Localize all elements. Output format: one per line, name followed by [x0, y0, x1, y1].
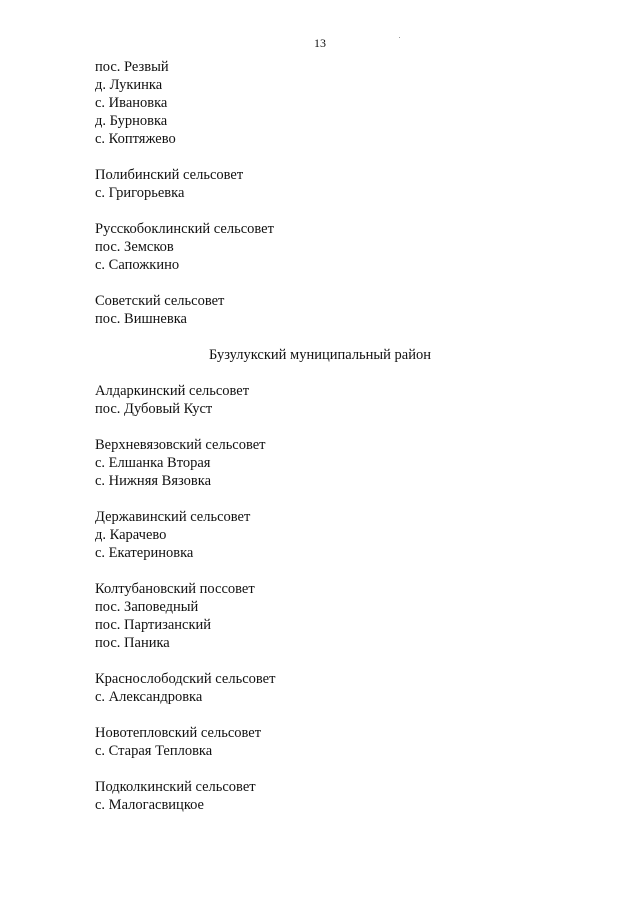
- settlement-name: д. Лукинка: [95, 77, 163, 93]
- settlement-name: с. Старая Тепловка: [95, 743, 213, 759]
- settlement-name: с. Ивановка: [95, 95, 168, 111]
- council-group: [95, 166, 555, 202]
- settlement-name: пос. Вишневка: [95, 311, 187, 327]
- settlement-name: пос. Паника: [95, 635, 170, 651]
- settlement-name: с. Григорьевка: [95, 185, 185, 201]
- council-group: [95, 508, 555, 562]
- council-group: [95, 292, 555, 328]
- settlement-name: пос. Дубовый Куст: [95, 401, 213, 417]
- council-name: Советский сельсовет: [95, 293, 225, 309]
- council-group: [95, 382, 555, 418]
- scan-speck: [399, 37, 400, 38]
- settlement-name: пос. Партизанский: [95, 617, 212, 633]
- settlement-name: пос. Резвый: [95, 59, 169, 75]
- settlement-name: с. Малогасвицкое: [95, 797, 204, 813]
- council-group: [95, 670, 555, 706]
- council-name: Краснослободский сельсовет: [95, 671, 276, 687]
- council-group: [95, 436, 555, 490]
- page-number: 13: [314, 36, 326, 50]
- council-name: Колтубановский поссовет: [95, 581, 255, 597]
- council-name: Полибинский сельсовет: [95, 167, 244, 183]
- council-name: Державинский сельсовет: [95, 509, 251, 525]
- settlement-name: с. Сапожкино: [95, 257, 180, 273]
- settlement-name: д. Карачево: [95, 527, 167, 543]
- settlement-name: пос. Земсков: [95, 239, 174, 255]
- council-group: [95, 580, 555, 652]
- council-name: Русскобоклинский сельсовет: [95, 221, 274, 237]
- settlement-name: с. Александровка: [95, 689, 203, 705]
- council-name: Верхневязовский сельсовет: [95, 437, 266, 453]
- council-group: [95, 220, 555, 274]
- settlement-name: д. Бурновка: [95, 113, 168, 129]
- continued-settlement-list: [95, 58, 555, 148]
- council-name: Подколкинский сельсовет: [95, 779, 256, 795]
- settlement-name: с. Нижняя Вязовка: [95, 473, 211, 489]
- council-name: Новотепловский сельсовет: [95, 725, 262, 741]
- council-group: [95, 778, 555, 814]
- settlement-name: пос. Заповедный: [95, 599, 199, 615]
- settlement-name: с. Елшанка Вторая: [95, 455, 211, 471]
- district-heading: Бузулукский муниципальный район: [208, 347, 432, 363]
- settlement-name: с. Екатериновка: [95, 545, 194, 561]
- settlement-name: с. Коптяжево: [95, 131, 176, 147]
- document-body: [95, 58, 555, 832]
- council-group: [95, 724, 555, 760]
- council-name: Алдаркинский сельсовет: [95, 383, 250, 399]
